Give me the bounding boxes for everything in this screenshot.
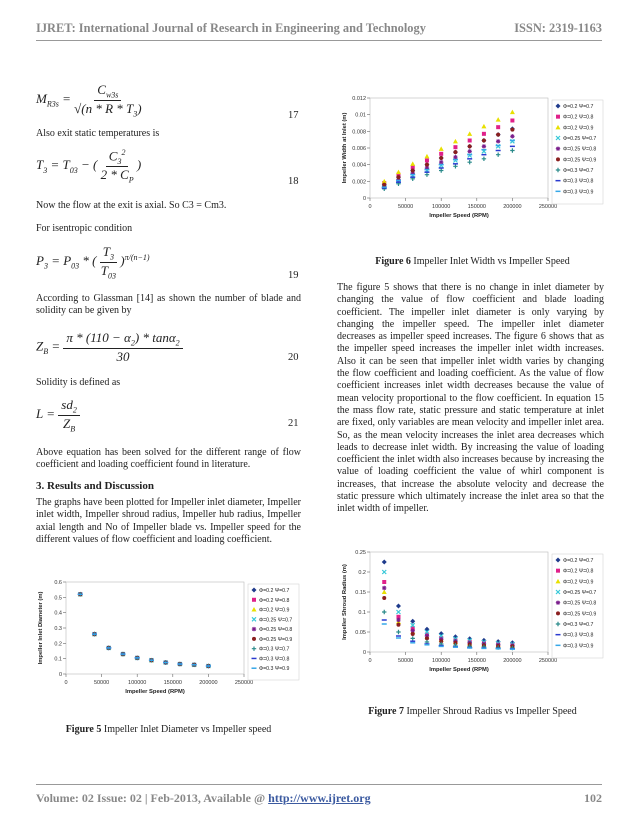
- y-tick-label: 0.004: [352, 162, 366, 169]
- x-axis-label: Impeller Speed (RPM): [429, 213, 489, 219]
- y-tick-label: 0: [58, 672, 62, 678]
- equation-19: $P_3 = P_{03}$ * ( $\frac{T_3}{T_{03}}$ )$^{\pi/(n-1)}$: [36, 244, 150, 281]
- legend-entry: Φ=0.3 Ψ=0.9: [563, 643, 594, 650]
- data-point: [439, 168, 443, 172]
- page-header: [36, 8, 602, 41]
- legend-entry: Φ=0.3 Ψ=0.8: [563, 632, 594, 639]
- y-tick-label: 0: [362, 650, 366, 656]
- y-tick-label: 0.2: [358, 570, 366, 576]
- paragraph: For isentropic condition: [36, 223, 133, 234]
- data-point: [411, 632, 415, 636]
- legend-entry: Φ=0.25 Ψ=0.8: [563, 146, 597, 153]
- data-point: [439, 152, 443, 156]
- legend-entry: Φ=0.25 Ψ=0.7: [563, 590, 597, 596]
- data-point: [396, 604, 401, 609]
- data-point: [510, 110, 515, 115]
- x-tick-label: 150000: [163, 680, 182, 686]
- x-tick-label: 0: [368, 204, 372, 210]
- journal-title: IJRET: International Journal of Research in Engineering and Technology: [36, 21, 426, 35]
- figure-6-caption: Figure 6 Impeller Inlet Width vs Impeller Speed: [375, 256, 570, 267]
- data-point: [467, 149, 471, 153]
- data-point: [396, 618, 400, 622]
- x-tick-label: 200000: [503, 658, 522, 664]
- x-tick-label: 50000: [397, 204, 414, 210]
- legend-entry: Φ=0.2 Ψ=0.9: [563, 579, 594, 586]
- x-tick-label: 200000: [503, 204, 522, 210]
- page-number: 102: [584, 791, 602, 805]
- equation-20: $Z_B$ = $\frac{\pi * (110 - \alpha_2) * \tan\alpha_2}{30}$: [36, 330, 183, 365]
- data-point: [481, 124, 486, 128]
- x-tick-label: 100000: [128, 680, 147, 686]
- data-point: [252, 637, 256, 641]
- legend-entry: Φ=0.2 Ψ=0.9: [259, 607, 290, 614]
- data-point: [382, 570, 386, 574]
- data-point: [510, 119, 514, 123]
- figure-5-caption: Figure 5 Impeller Inlet Diameter vs Impeller speed: [65, 724, 272, 735]
- legend-entry: Φ=0.3 Ψ=0.7: [563, 622, 594, 628]
- y-tick-label: 0.4: [54, 610, 62, 617]
- y-tick-label: 0.1: [358, 610, 366, 616]
- data-point: [496, 117, 501, 122]
- y-tick-label: 0: [362, 196, 366, 202]
- data-point: [556, 611, 560, 615]
- data-point: [411, 169, 415, 173]
- page-footer: [36, 784, 602, 806]
- data-point: [510, 134, 514, 138]
- data-point: [382, 183, 386, 187]
- equation-18: $T_3 = T_{03}$ − ( $\frac{C_3^2}{2 * C_P}$ ): [36, 148, 142, 185]
- footer-volume: Volume: 02 Issue: 02 | Feb-2013, Available @ http://www.ijret.org: [36, 791, 371, 805]
- data-point: [556, 115, 560, 119]
- journal-link[interactable]: http://www.ijret.org: [268, 791, 371, 805]
- data-point: [252, 598, 256, 602]
- x-axis-label: Impeller Speed (RPM): [429, 667, 489, 673]
- data-point: [467, 160, 471, 164]
- data-point: [556, 569, 560, 573]
- equation-number-20: 20: [288, 352, 299, 363]
- legend-entry: Φ=0.3 Ψ=0.9: [563, 189, 594, 196]
- data-point: [468, 139, 472, 143]
- y-tick-label: 0.012: [352, 96, 366, 102]
- y-tick-label: 0.05: [355, 630, 366, 636]
- paragraph: Now the flow at the exit is axial. So C3 = Cm3.: [36, 200, 227, 211]
- data-point: [410, 161, 415, 166]
- data-point: [510, 128, 514, 132]
- legend-entry: Φ=0.2 Ψ=0.8: [259, 597, 290, 604]
- equation-number-19: 19: [288, 270, 299, 281]
- data-point: [382, 596, 386, 600]
- data-point: [496, 133, 500, 137]
- legend-entry: Φ=0.3 Ψ=0.8: [563, 178, 594, 185]
- data-point: [468, 144, 472, 148]
- x-tick-label: 50000: [397, 658, 414, 664]
- legend-entry: Φ=0.3 Ψ=0.7: [259, 646, 290, 653]
- data-point: [396, 630, 400, 634]
- x-tick-label: 100000: [432, 204, 451, 210]
- equation-number-18: 18: [288, 176, 299, 187]
- legend-entry: Φ=0.2 Ψ=0.8: [563, 568, 594, 575]
- data-point: [411, 636, 415, 640]
- data-point: [556, 600, 560, 604]
- x-axis-label: Impeller Speed (RPM): [125, 689, 185, 695]
- figure-7-caption: Figure 7 Impeller Shroud Radius vs Impeller Speed: [368, 706, 577, 717]
- equation-21: L = $\frac{sd_2}{Z_B}$: [36, 397, 80, 433]
- data-point: [556, 146, 560, 150]
- y-tick-label: 0.25: [355, 550, 366, 556]
- y-tick-label: 0.006: [352, 146, 366, 152]
- data-point: [453, 155, 457, 159]
- figure-6-chart: [340, 92, 605, 222]
- data-point: [396, 623, 400, 627]
- plot-area: [66, 582, 244, 674]
- legend-entry: Φ=0.25 Ψ=0.9: [259, 636, 293, 643]
- y-axis-label: Impeller Width at Inlet (m): [342, 112, 348, 184]
- data-point: [382, 580, 386, 584]
- data-point: [482, 144, 486, 148]
- data-point: [396, 610, 400, 614]
- data-point: [556, 157, 560, 161]
- equation-number-17: 17: [288, 110, 299, 121]
- data-point: [482, 157, 486, 161]
- legend-entry: Φ=0.25 Ψ=0.8: [259, 627, 293, 634]
- data-point: [382, 586, 386, 590]
- data-point: [382, 560, 387, 565]
- equation-17: $M_{R3s}$ = $\frac{C_{w3s}}{√(n * R * T_3)}$: [36, 82, 142, 119]
- data-point: [496, 152, 500, 156]
- y-tick-label: 0.2: [54, 641, 62, 648]
- legend-entry: Φ=0.25 Ψ=0.7: [563, 136, 597, 142]
- x-tick-label: 250000: [234, 680, 254, 686]
- y-tick-label: 0.15: [355, 590, 366, 596]
- legend-entry: Φ=0.25 Ψ=0.9: [563, 157, 597, 164]
- x-tick-label: 200000: [199, 680, 218, 686]
- y-tick-label: 0.3: [54, 626, 62, 632]
- data-point: [496, 125, 500, 129]
- legend-entry: Φ=0.3 Ψ=0.8: [259, 656, 290, 663]
- figure-7-chart: [340, 546, 605, 676]
- legend-entry: Φ=0.2 Ψ=0.9: [563, 125, 594, 132]
- x-tick-label: 0: [64, 680, 68, 686]
- x-tick-label: 0: [368, 658, 372, 664]
- data-point: [439, 156, 443, 160]
- legend-entry: Φ=0.25 Ψ=0.7: [259, 617, 293, 624]
- data-point: [453, 145, 457, 149]
- x-tick-label: 250000: [538, 204, 558, 210]
- x-tick-label: 250000: [538, 658, 558, 664]
- data-point: [396, 170, 401, 175]
- plot-area: [370, 552, 548, 652]
- data-point: [439, 146, 444, 151]
- x-tick-label: 50000: [93, 680, 110, 686]
- y-tick-label: 0.008: [352, 129, 366, 136]
- legend-entry: Φ=0.2 Ψ=0.8: [563, 114, 594, 121]
- data-point: [453, 164, 457, 168]
- data-point: [510, 148, 514, 152]
- data-point: [252, 627, 256, 631]
- y-tick-label: 0.01: [355, 112, 366, 119]
- legend-entry: Φ=0.2 Ψ=0.7: [563, 558, 594, 564]
- data-point: [482, 139, 486, 143]
- legend-entry: Φ=0.2 Ψ=0.7: [563, 104, 594, 110]
- data-point: [382, 610, 386, 614]
- issn: ISSN: 2319-1163: [514, 21, 602, 35]
- paragraph: According to Glassman [14] as shown the number of blade and solidity can be given by: [36, 293, 301, 317]
- section-heading: 3. Results and Discussion: [36, 480, 154, 492]
- paragraph: The graphs have been plotted for Impeller inlet diameter, Impeller inlet width, Impeller shroud radius, Impeller hub radius, Impeller axial length and No of Impeller blade vs. Impeller speed for the different values of flow coefficient and loading coefficient.: [36, 497, 301, 545]
- legend-entry: Φ=0.3 Ψ=0.9: [259, 666, 290, 673]
- y-tick-label: 0.1: [54, 656, 62, 663]
- data-point: [424, 154, 429, 159]
- paragraph: Solidity is defined as: [36, 377, 121, 388]
- legend-entry: Φ=0.3 Ψ=0.7: [563, 168, 594, 174]
- y-tick-label: 0.002: [352, 179, 366, 186]
- data-point: [453, 150, 457, 154]
- data-point: [439, 160, 443, 164]
- legend-entry: Φ=0.25 Ψ=0.8: [563, 600, 597, 607]
- data-point: [425, 172, 429, 176]
- data-point: [453, 139, 458, 144]
- x-tick-label: 150000: [467, 204, 486, 210]
- paragraph: Above equation has been solved for the different range of flow coefficient and loading coefficient found in literature.: [36, 447, 301, 471]
- paragraph: Also exit static temperatures is: [36, 128, 160, 139]
- data-point: [467, 131, 472, 136]
- y-axis-label: Impeller Inlet Diameter (m): [38, 591, 44, 665]
- y-tick-label: 0.6: [54, 580, 62, 586]
- figure-5-chart: [36, 576, 301, 696]
- equation-number-21: 21: [288, 418, 299, 429]
- data-point: [425, 159, 429, 163]
- x-tick-label: 100000: [432, 658, 451, 664]
- x-tick-label: 150000: [467, 658, 486, 664]
- data-point: [396, 175, 400, 179]
- data-point: [496, 139, 500, 143]
- y-axis-label: Impeller Shroud Radius (m): [342, 564, 348, 640]
- legend-entry: Φ=0.2 Ψ=0.7: [259, 588, 290, 594]
- y-tick-label: 0.5: [54, 595, 62, 602]
- legend-entry: Φ=0.25 Ψ=0.9: [563, 611, 597, 618]
- data-point: [425, 163, 429, 167]
- paragraph: The figure 5 shows that there is no change in inlet diameter by changing the value of flow coefficient and blade loading coefficient. The impeller inlet diameter is only varying by changing the impeller speed. The impeller inlet diameter decreases as impeller speed increases. The figure 6 shows that as the impeller speed increases the impeller inlet width increases. Also it can be seen that impeller inlet width varies by changing the flow coefficient and loading coefficient. As the value of flow coefficient increases inlet width decreases because the value of mean velocity proportional to the flow coefficient. In equation 15 the mass flow rate, static pressure and static temperature at inlet are fixed, only variables are mean velocity and impeller inlet area. So, as the mean velocity increases the inlet area decreases which leads to decrease inlet width. By increasing the value of loading coefficient the inlet width also increases because by increasing the value of loading coefficient the value of whirl component is increases, that increase the absolute velocity and decrease the static pressure which ultimately increase the inlet area so that the inlet width of impeller.: [337, 282, 604, 515]
- data-point: [482, 132, 486, 136]
